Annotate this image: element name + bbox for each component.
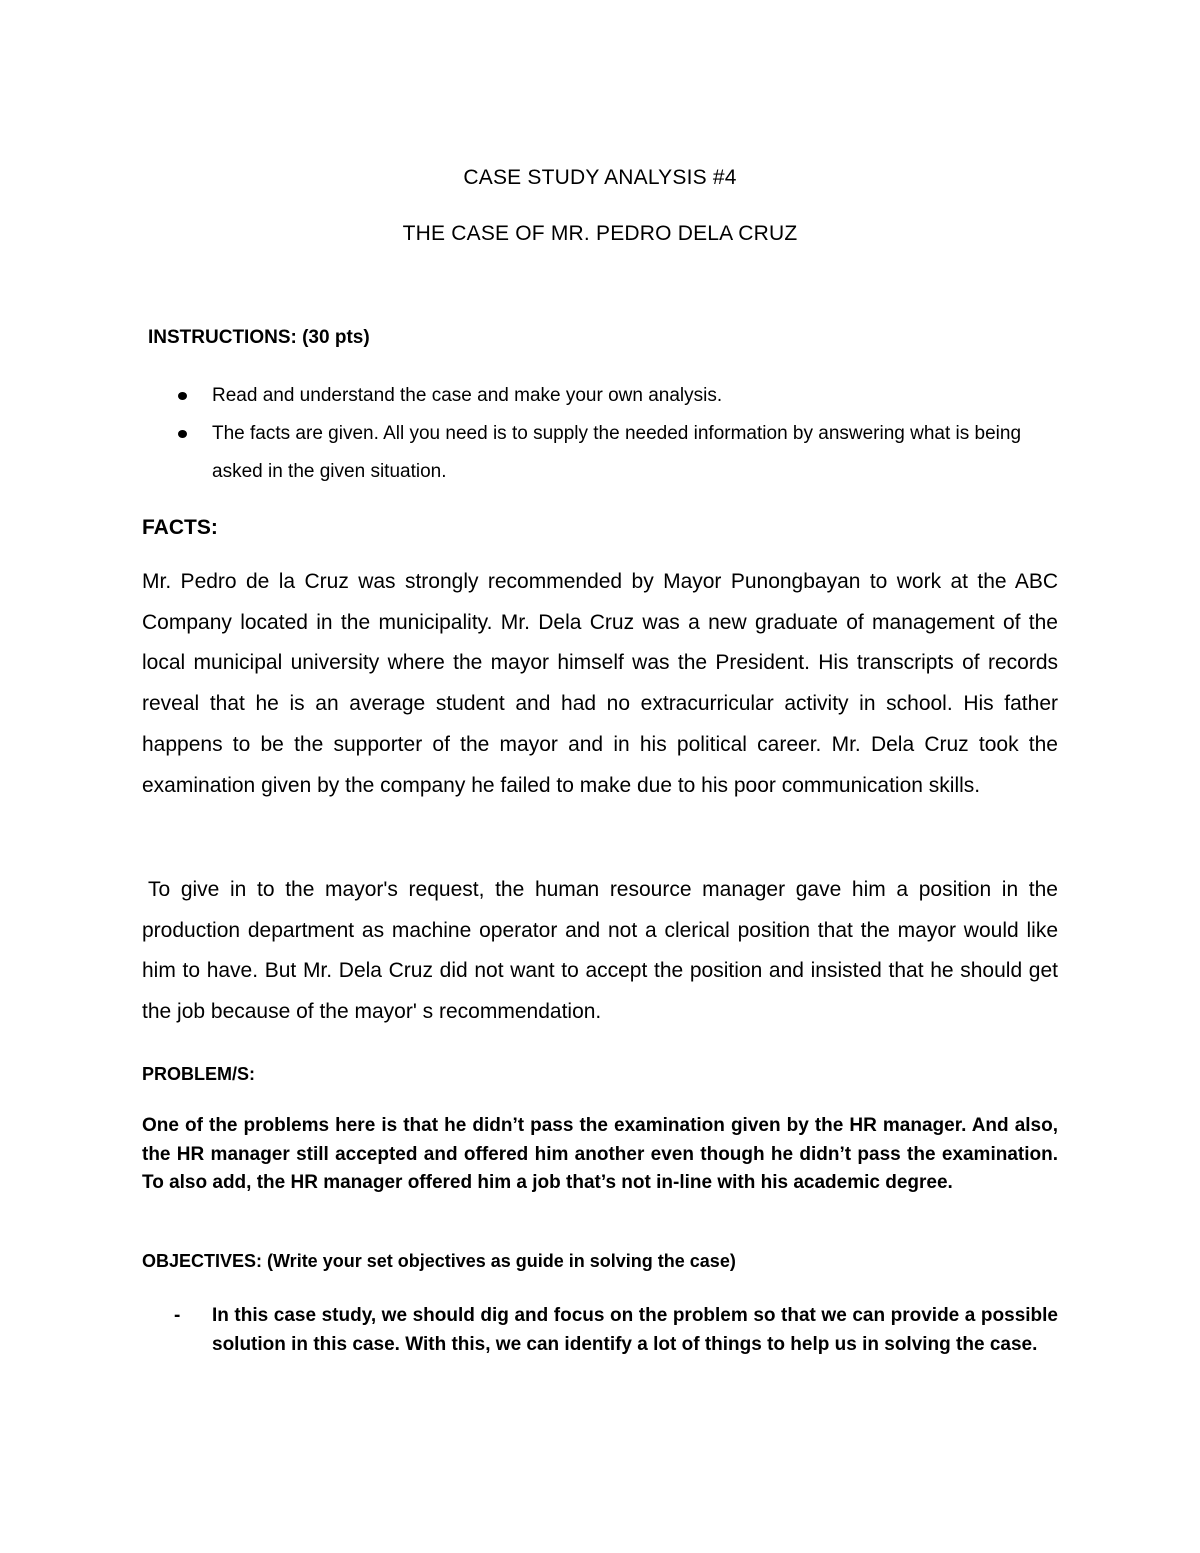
document-subtitle: THE CASE OF MR. PEDRO DELA CRUZ	[402, 222, 798, 245]
facts-paragraph: Mr. Pedro de la Cruz was strongly recommended by Mayor Punongbayan to work at the ABC Company located in the municipality. Mr. Dela Cruz was a new graduate of management of the local municipal university where the mayor himself was the President. His transcripts of records reveal that he is an average student and had no extracurricular activity in school. His father happens to be the supporter of the mayor and in his political career. Mr. Dela Cruz took the examination given by the company he failed to make due to his poor communication skills.	[142, 570, 1058, 797]
instruction-text: The facts are given. All you need is to supply the needed information by answering what is being asked in the given situation.	[212, 423, 1022, 482]
problems-heading: PROBLEM/S:	[142, 1064, 256, 1084]
dash-marker: -	[174, 1305, 181, 1326]
problems-text: One of the problems here is that he didn’t pass the examination given by the HR manager. And also, the HR manager still accepted and offered him another even though he didn’t pass the examination. To also add, the HR manager offered him a job that’s not in-line with his academic degree.	[142, 1115, 1058, 1193]
instructions-list	[178, 377, 1058, 491]
objective-text: In this case study, we should dig and focus on the problem so that we can provide a possible solution in this case. With this, we can identify a lot of things to help us in solving the case.	[212, 1305, 1058, 1355]
facts-heading: FACTS:	[142, 516, 218, 539]
bullet-icon	[178, 392, 187, 400]
bullet-icon	[178, 430, 187, 438]
objectives-heading: OBJECTIVES: (Write your set objectives as guide in solving the case)	[142, 1251, 736, 1271]
instructions-heading: INSTRUCTIONS: (30 pts)	[148, 327, 370, 348]
facts-paragraph: To give in to the mayor's request, the human resource manager gave him a position in the production department as machine operator and not a clerical position that the mayor would like him to have. But Mr. Dela Cruz did not want to accept the position and insisted that he should get the job because of the mayor' s recommendation.	[142, 878, 1058, 1024]
document-title: CASE STUDY ANALYSIS #4	[463, 166, 737, 189]
instruction-text: Read and understand the case and make your own analysis.	[212, 385, 723, 406]
list-item	[178, 377, 1058, 415]
list-item	[178, 415, 1058, 491]
list-item	[174, 1302, 1058, 1359]
objectives-list	[174, 1302, 1058, 1359]
